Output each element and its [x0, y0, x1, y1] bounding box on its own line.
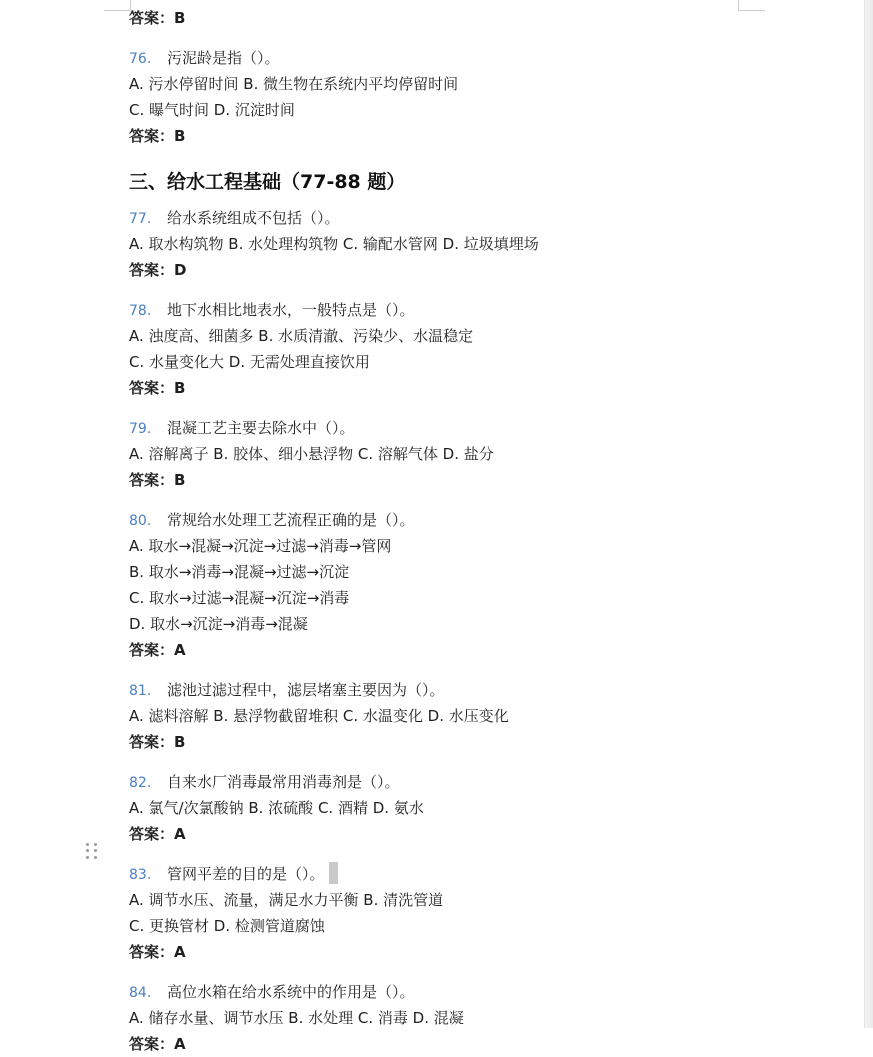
- answer-75: 答案：B: [129, 9, 186, 27]
- answer: 答案：A: [129, 641, 186, 659]
- question-number: 83.: [129, 867, 152, 883]
- answer: 答案：B: [129, 471, 186, 489]
- option-line: A. 取水→混凝→沉淀→过滤→消毒→管网: [129, 537, 392, 555]
- question-text: 滤池过滤过程中，滤层堵塞主要因为（）。: [167, 681, 445, 699]
- option-line: A. 污水停留时间 B. 微生物在系统内平均停留时间: [129, 75, 459, 93]
- answer: 答案：B: [129, 127, 186, 145]
- question-text: 污泥龄是指（）。: [167, 49, 280, 67]
- drag-handle-icon[interactable]: [86, 843, 98, 859]
- question-number: 82.: [129, 775, 152, 791]
- margin-corner-left: [104, 0, 131, 11]
- option-line: A. 浊度高、细菌多 B. 水质清澈、污染少、水温稳定: [129, 327, 474, 345]
- question-text: 高位水箱在给水系统中的作用是（）。: [167, 983, 415, 1001]
- option-line: A. 氯气/次氯酸钠 B. 浓硫酸 C. 酒精 D. 氨水: [129, 799, 424, 817]
- question-text: 给水系统组成不包括（）。: [167, 209, 340, 227]
- question-text: 地下水相比地表水，一般特点是（）。: [167, 301, 415, 319]
- option-line: C. 取水→过滤→混凝→沉淀→消毒: [129, 589, 350, 607]
- option-line: A. 滤料溶解 B. 悬浮物截留堆积 C. 水温变化 D. 水压变化: [129, 707, 509, 725]
- answer: 答案：A: [129, 943, 186, 961]
- answer: 答案：B: [129, 379, 186, 397]
- question-text: 混凝工艺主要去除水中（）。: [167, 419, 355, 437]
- question-80: [129, 507, 829, 663]
- answer: 答案：B: [129, 733, 186, 751]
- question-text: 常规给水处理工艺流程正确的是（）。: [167, 511, 415, 529]
- question-number: 84.: [129, 985, 152, 1001]
- question-number: 80.: [129, 513, 152, 529]
- option-line: A. 调节水压、流量，满足水力平衡 B. 清洗管道: [129, 891, 444, 909]
- question-79: [129, 415, 829, 493]
- question-81: [129, 677, 829, 755]
- question-78: [129, 297, 829, 401]
- answer: 答案：A: [129, 825, 186, 843]
- question-number: 77.: [129, 211, 152, 227]
- question-number: 78.: [129, 303, 152, 319]
- question-82: [129, 769, 829, 847]
- section-title: 三、给水工程基础（77-88 题）: [129, 171, 406, 193]
- option-line: D. 取水→沉淀→消毒→混凝: [129, 615, 308, 633]
- question-77: [129, 205, 829, 283]
- question-84: [129, 979, 829, 1057]
- option-line: A. 取水构筑物 B. 水处理构筑物 C. 输配水管网 D. 垃圾填埋场: [129, 235, 539, 253]
- question-text: 自来水厂消毒最常用消毒剂是（）。: [167, 773, 400, 791]
- answer: 答案：A: [129, 1035, 186, 1053]
- answer: 答案：D: [129, 261, 187, 279]
- text-cursor: [329, 862, 338, 884]
- option-line: A. 溶解离子 B. 胶体、细小悬浮物 C. 溶解气体 D. 盐分: [129, 445, 494, 463]
- option-line: B. 取水→消毒→混凝→过滤→沉淀: [129, 563, 350, 581]
- question-number: 76.: [129, 51, 152, 67]
- question-number: 81.: [129, 683, 152, 699]
- option-line: C. 更换管材 D. 检测管道腐蚀: [129, 917, 325, 935]
- question-number: 79.: [129, 421, 152, 437]
- question-83: [129, 861, 829, 965]
- option-line: C. 水量变化大 D. 无需处理直接饮用: [129, 353, 370, 371]
- option-line: C. 曝气时间 D. 沉淀时间: [129, 101, 295, 119]
- option-line: A. 储存水量、调节水压 B. 水处理 C. 消毒 D. 混凝: [129, 1009, 464, 1027]
- question-text[interactable]: 管网平差的目的是（）。: [167, 865, 325, 883]
- question-76: [129, 45, 829, 149]
- page-edge: [864, 0, 873, 1028]
- document-body: [129, 0, 829, 1057]
